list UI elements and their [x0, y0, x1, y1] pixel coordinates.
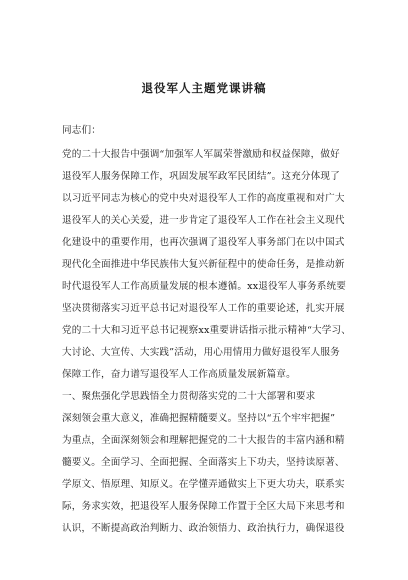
document-body [62, 118, 354, 540]
paragraph-line: 大讨论、大宣传、大实践”活动，用心用情用力做好退役军人服务 [62, 347, 340, 358]
paragraph-line: 髓要义。全面学习、全面把握、全面落实上下功夫，坚持读原著、 [62, 457, 345, 468]
paragraph-line: 以习近平同志为核心的党中央对退役军人工作的高度重视和对广大 [62, 193, 345, 204]
paragraph-line: 为重点，全面深刻领会和理解把握党的二十大报告的丰富内涵和精 [62, 435, 345, 446]
salutation: 同志们： [62, 125, 101, 136]
paragraph-line: 现代化全面推进中华民族伟大复兴新征程中的使命任务，是推动新 [62, 259, 345, 270]
document-title: 退役军人主题党课讲稿 [141, 81, 267, 95]
paragraph-line: 际，务求实效，把退役军人服务保障工作置于全区大局下来思考和 [62, 501, 345, 512]
section-heading: 一、聚焦强化学思践悟全力贯彻落实党的二十大部署和要求 [62, 391, 316, 402]
paragraph-line: 学原文、悟原理、知原义。在学懂弄通做实上下更大功夫，联系实 [62, 479, 345, 490]
paragraph-line: 退役军人的关心关爱，进一步肯定了退役军人工作在社会主义现代 [62, 215, 345, 226]
paragraph-line: 深刻领会重大意义，准确把握精髓要义。坚持以“五个牢牢把握” [62, 413, 336, 424]
paragraph-line: 党的二十大和习近平总书记视察xx重要讲话指示批示精神“大学习、 [62, 325, 351, 336]
paragraph-line: 化建设中的重要作用，也再次强调了退役军人事务部门在以中国式 [62, 237, 345, 248]
paragraph-line: 党的二十大报告中强调“加强军人军属荣誉激励和权益保障，做好 [62, 149, 340, 160]
paragraph-line: 保障工作，奋力谱写退役军人工作高质量发展新篇章。 [62, 369, 296, 380]
paragraph-line: 认识，不断提高政治判断力、政治领悟力、政治执行力，确保退役 [62, 523, 345, 534]
paragraph-line: 坚决贯彻落实习近平总书记对退役军人工作的重要论述，扎实开展 [62, 303, 345, 314]
paragraph-line: 退役军人服务保障工作，巩固发展军政军民团结”。这充分体现了 [62, 171, 340, 182]
paragraph-line: 时代退役军人工作高质量发展的根本遵循。xx退役军人事务系统要 [62, 281, 346, 292]
